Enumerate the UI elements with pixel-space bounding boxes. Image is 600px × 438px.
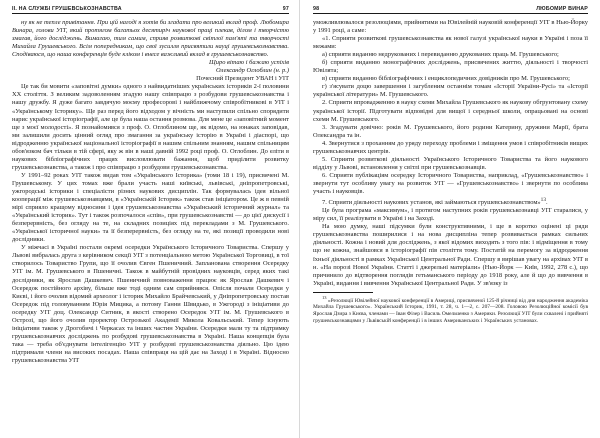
intro-italic-paragraph: ну як не тепле привітання. При цій нагоді я хотів би згадати про великий вклад проф. Любомира Винара, голови УІТ, який протягом багатьох десятиріч наукової праці плекав, ділом і творчістю змагав, його досліджень. Вимагаю, тим самим, сприяв розвиткові світлої пам'яті та творчості Михайла Грушевського. Всім попередникам, що свої зусилля присвятили науці грушевськознавства. Сподіваюся, що наша конференція буде кліком і внесе важливий вклад в грушевськознавство. <box>12 19 289 59</box>
resolution-item: 7. Сприяти діяльності наукових установ, які займаються грушевськознавством»$^{13}$. <box>322 197 548 207</box>
resolution-lead: «1. Сприяти розвиткові грушевськознавства як нової галузі української науки в Україні і поза її межами: <box>313 35 588 51</box>
left-page-header <box>12 4 289 14</box>
resolution-item: 2. Сприяти впровадженню в науку схеми Михайла Грушевського як наукову обгрунтовану схему української історії. Підготувати відповідні для вищої і середньої школи, опрацьовані на основі схеми М. Грушевського. <box>313 99 588 123</box>
body-paragraph: У міжчасі в Україні постали окремі осередки Українського Історичного Товариства. Спершу у Львові вибралась друга з керівником секції УІТ з потенціальною метою Української Торговиці, в тої створилось Товариство Групи, що її очолив Євген Пшеничний. Запланована створення Осередку УІТ ім. М. Грушевського в Пшеничні. Також в майбутній провідних науковців, серед яких такі дослідники, як Ярослав Дашкевич. Пшеничний повноваження працює як Ярослав Дашкевич і Осередок постійного архіву, більше вже тоді одним сам сприйнявся. Опісля почали Осередки у Києві, і його очолив відомий археолог і історик Михайло Брайчевський, у Дніпропетровську постав Осередок під головуванням Юрія Мицика, а потому Ганни Швидько, в Ужгороді з ініціативи до осередку УІТ доц. Олександр Ситник, в якості створено Осередок УІТ ім. М. Грушевського в Острозі, що його очолив проректор Острозької Академії Микола Ковальський. Тепер існують ініціативи також у Дрогобичі і Черкасах та інших частин України. Осередки мали ту та підтримку грушевськознавчих досліджень по розбудові грушевськознавства в Україні. Наша концепція була така — треба об'єднувати інтелігенцію УІТ у розбудові грушевськознавства діяльно. Цю ідею підтримали члени на високих посадах. Наша співпраця на цій дає на Заході і в Україні. Відносно грушевськознавства УІТ <box>12 244 289 364</box>
body-paragraph: уможливлювалося резолюціями, прийнятими на Ювілейній науковій конференції УІТ в Нью-Йорку у 1991 році, а саме: <box>313 19 588 35</box>
footnote-reference: 13 <box>540 197 547 204</box>
resolution-item: б) сприяти виданню монографічних досліджень, присвячених життю, діяльності і творчості Ювілята; <box>313 59 588 75</box>
body-paragraph: На мою думку, наші підсумки були конструктивними, і ще в коротко оцінені ці ряди грушевськознавства поширилися і на нова дисципліна тепер розвивається рамках сильних діяльності. Кожна і новий для досліджень, з якої відомих виходять з того пів: і відміщення в тому що не кожна, знайшовся в історіографії пів століття тому. Постатій на перемогу за відродження їхньої діяльності в рамках Української Центральної Ради. Спершу в вирішав увагу на архівах УІТ в н. «На порозі Нової України. Статті і джерельні матеріали» (Нью-Йорк — Київ, 1992, 278 с.), що причинило до відтворення поглядів гетьманського періоду до 1918 року, але й що до вивчення в Україні, видання і вивчення Української Центральної Ради. У зв'язку із <box>313 223 588 287</box>
resolution-item: 5. Сприяти розвиткові діяльності Українського Історичного Товариства та його наукового відділу у Львові, встановлення у світлі при грушевськознавців. <box>313 155 588 171</box>
resolution-item: 4. Звернутися з проханням до уряду переходу проблеми і зміщення умов і співробітників вищих грушевськознавчих центрів. <box>313 139 588 155</box>
resolution-item: 3. Згадувати довічно: років М. Грушевського, його родини Катерину, дружини Марії, брата Олександра та ін. <box>313 123 588 139</box>
left-page-body <box>12 19 289 365</box>
signature-title: Почесний Президент УВАН і УІТ <box>196 75 289 83</box>
running-title: II. НА СЛУЖБІ ГРУШЕВСЬКОЗНАВСТВА <box>12 6 122 12</box>
header-rule <box>313 13 588 14</box>
right-page <box>300 0 600 438</box>
footnote-rule <box>313 292 373 293</box>
right-page-header <box>313 4 588 14</box>
body-paragraph: Це так би мовити «заповітні думки» одного з найвидатніших українських істориків 2-ї половини ХХ століття. З великим задоволенням згадую нашу співпрацю з розбудови грушевськознавства і нашу дружбу. Я дуже багато завдячую моєму професорові і найближчому співробітникові в УІТ і «Українському Історику». Ще раз перед його відходом у вічність ми наступили спільно спорядити нарис української історіографії, але це була наша остання розмова. Для мене це «заповітний момент ще з моєї молодості». Я познайомився з проф. О. Оглоблином ще, як відомо, на юнаках заповідав, ми залишили досить цінний огляд про змагання за українську історію в Україні і діаспорі, що відродженню української національної історіографії в нашим спільним знанням, нашим спільницям обов'язком бач тільки в тій сфері, яку ж він в наші давній 1992 році проф. О. Оглоблин. До еліти в наукових бібліографічних працях висловлювати бажання, щоб приділити розвитку грушевськознавства, а також і про співпрацю з розбудови грушевськознавства. <box>12 83 289 171</box>
page-number: 98 <box>313 6 320 12</box>
resolution-item: а) сприяти виданню недрукованих і перевиданню друкованих праць М. Грушевського; <box>322 51 559 59</box>
resolution-item: г) з'ясувати доцю завершення і загубленим останнім томам «Історії України-Русі» та «Історії української літератури» М. Грушевського. <box>313 83 588 99</box>
running-title: ЛЮБОМИР ВИНАР <box>536 6 588 12</box>
resolution-item: 6. Сприяти публікаціям осередку Історичного Товариства, наприклад, «Грушевськознавство» і звернути тут особливу увагу на розвиток УІТ — «Грушевськознавство» і звернути по особлива участь і науковців. <box>313 171 588 195</box>
body-paragraph: У 1991–92 роках УІТ також видав том «Українського Історика» (томи 18 і 19), присвячені М. Грушевському. У цих томах вже брали участь наші київські, львівські, дніпропетровські, ужгородські історики і спеціалісти різних наукових дисциплін. Так формувалась ідея вільної кооперації між грушевськознавцями, в «Українській Історик» також став ініціатором. Це ж в певній мірі сприяло кращому відносини і ідея грушевськознавства «Український історичний журнал» та «Український історик». Тут і також розпочалося «спів», при грушевськознавстві — до цієї дискусії і безперервність, без огляду на те, на складних позиціях під перекладами з М. Грушевського. «Української історичної науки» та її безперервність, без огляду на те, які позиції проводили нові дослідники. <box>12 171 289 244</box>
footnote-number: 13 <box>322 294 327 300</box>
signature-name: Олександр Оглоблин (н. р.) <box>216 67 289 75</box>
footnote <box>313 295 588 325</box>
right-page-body <box>313 19 588 324</box>
footnote-text: «Резолюції Ювілейної наукової конференції в Америці, присвяченої 125-й річниці від дня народження академіка Михайла Грушевського». Український Історик, 1991, т. 28, ч. 1—2, с. 207—208. Головою Резолюційної комісії був Ярослав Дзира з Києва, членами — Іван Фізер і Василь Омельченко з Америки. Резолюції УІТ були схвалені і прийняті грушевськознавцями у Львівській конференції і в інших Американських і Українських установах. <box>313 297 589 324</box>
header-rule <box>12 13 289 14</box>
page-number: 97 <box>282 6 289 12</box>
resolution-item-text: 7. Сприяти діяльності наукових установ, які займаються грушевськознавством» <box>322 199 541 207</box>
signature-greeting: Щиро вітаю і бажаю успіхів <box>209 59 289 67</box>
resolution-item: в) сприяти виданню бібліографічних і енциклопедичних довідників про М. Грушевського; <box>322 75 570 83</box>
body-paragraph: Це була програма «максимум», і протягом наступних років грушевськознавці УІТ старалися, у міру сил, її реалізувати в Україні і на Заході. <box>313 207 588 223</box>
